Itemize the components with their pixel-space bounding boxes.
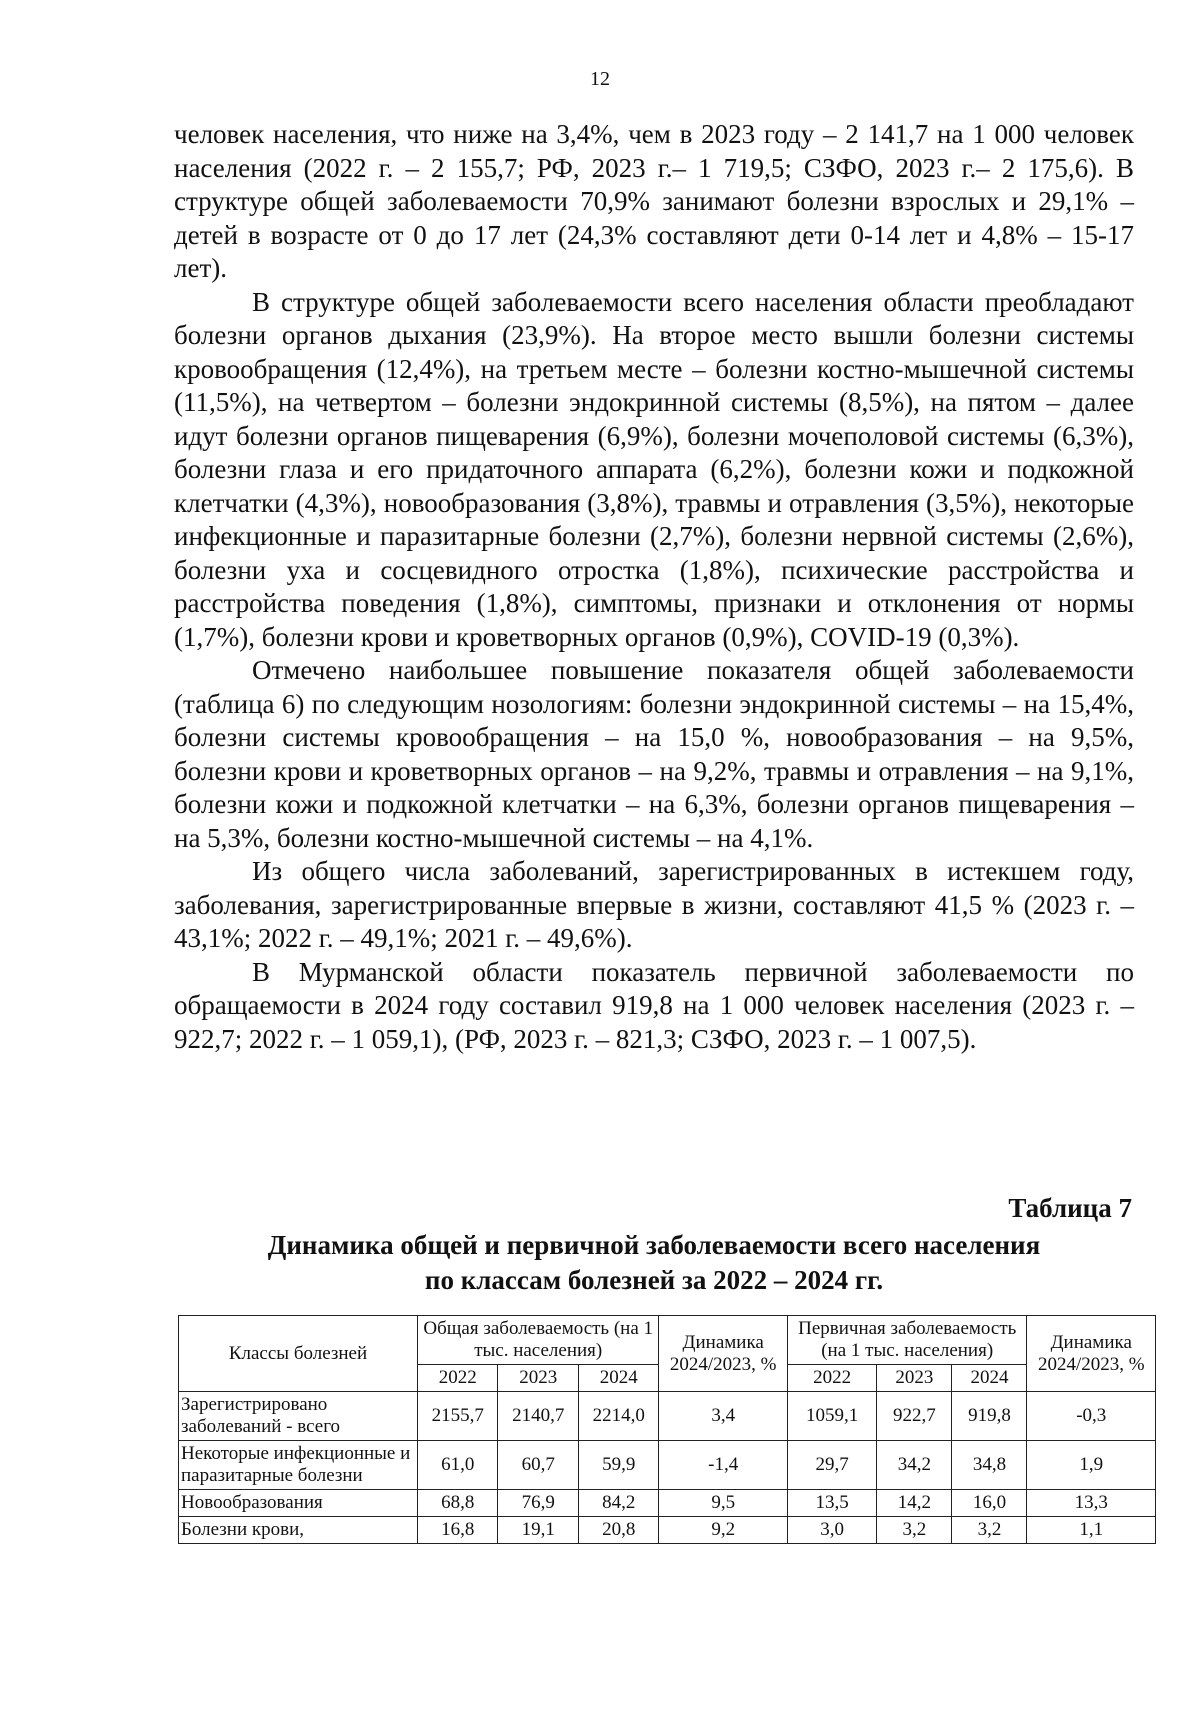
cell-value: 29,7	[787, 1441, 876, 1490]
table-title-line: по классам болезней за 2022 – 2024 гг.	[424, 1265, 884, 1295]
cell-value: 20,8	[578, 1517, 658, 1544]
cell-value: 14,2	[877, 1490, 952, 1517]
paragraph: В структуре общей заболеваемости всего населения области преобладают болезни органов дыхания (23,9%). На второе место вышли болезни системы кровообращения (12,4%), на третьем месте – болезни костно-мышечной системы (11,5%), на четвертом – болезни эндокринной системы (8,5%), на пятом – далее идут болезни органов пищеварения (6,9%), болезни мочеполовой системы (6,3%), болезни глаза и его придаточного аппарата (6,2%), болезни кожи и подкожной клетчатки (4,3%), новообразования (3,8%), травмы и отравления (3,5%), некоторые инфекционные и паразитарные болезни (2,7%), болезни нервной системы (2,6%), болезни уха и сосцевидного отростка (1,8%), психические расстройства и расстройства поведения (1,8%), симптомы, признаки и отклонения от нормы (1,7%), болезни крови и кроветворных органов (0,9%), COVID-19 (0,3%).	[174, 286, 1134, 652]
cell-value: 922,7	[877, 1392, 952, 1441]
cell-value: 61,0	[418, 1441, 498, 1490]
cell-value: 2140,7	[498, 1392, 578, 1441]
header-year: 2024	[578, 1365, 658, 1392]
cell-value: 919,8	[952, 1392, 1027, 1441]
document-body	[174, 118, 1134, 1056]
cell-value: 1,9	[1027, 1441, 1156, 1490]
paragraph: человек населения, что ниже на 3,4%, чем в 2023 году – 2 141,7 на 1 000 человек населения (2022 г. – 2 155,7; РФ, 2023 г.– 1 719,5; СЗФО, 2023 г.– 2 175,6). В структуре общей заболеваемости 70,9% занимают болезни взрослых и 29,1% – детей в возрасте от 0 до 17 лет (24,3% составляют дети 0-14 лет и 4,8% – 15-17 лет).	[174, 119, 1134, 283]
cell-value: 3,4	[659, 1392, 787, 1441]
paragraph: Отмечено наибольшее повышение показателя общей заболеваемости (таблица 6) по следующим нозологиям: болезни эндокринной системы – на 15,4%, болезни системы кровообращения – на 15,0 %, новообразования – на 9,5%, болезни крови и кроветворных органов – на 9,2%, травмы и отравления – на 9,1%, болезни кожи и подкожной клетчатки – на 6,3%, болезни органов пищеварения – на 5,3%, болезни костно-мышечной системы – на 4,1%.	[174, 655, 1134, 853]
disease-class: Зарегистрировано заболеваний - всего	[179, 1392, 418, 1441]
cell-value: 9,5	[659, 1490, 787, 1517]
disease-class: Болезни крови,	[179, 1517, 418, 1544]
header-classes: Классы болезней	[179, 1316, 418, 1392]
paragraph: Из общего числа заболеваний, зарегистрированных в истекшем году, заболевания, зарегистрированные впервые в жизни, составляют 41,5 % (2023 г. – 43,1%; 2022 г. – 49,1%; 2021 г. – 49,6%).	[174, 856, 1134, 953]
header-year: 2023	[877, 1365, 952, 1392]
cell-value: 2214,0	[578, 1392, 658, 1441]
header-year: 2022	[787, 1365, 876, 1392]
header-year: 2022	[418, 1365, 498, 1392]
cell-value: 3,2	[952, 1517, 1027, 1544]
cell-value: 1059,1	[787, 1392, 876, 1441]
paragraph: В Мурманской области показатель первичной заболеваемости по обращаемости в 2024 году составил 919,8 на 1 000 человек населения (2023 г. – 922,7; 2022 г. – 1 059,1), (РФ, 2023 г. – 821,3; СЗФО, 2023 г. – 1 007,5).	[174, 956, 1134, 1054]
cell-value: 84,2	[578, 1490, 658, 1517]
cell-value: 68,8	[418, 1490, 498, 1517]
cell-value: 16,0	[952, 1490, 1027, 1517]
cell-value: 19,1	[498, 1517, 578, 1544]
cell-value: 3,2	[877, 1517, 952, 1544]
table-row	[179, 1392, 1156, 1441]
table-title	[174, 1228, 1134, 1298]
table-row	[179, 1490, 1156, 1517]
header-year: 2024	[952, 1365, 1027, 1392]
cell-value: 1,1	[1027, 1517, 1156, 1544]
cell-value: 34,8	[952, 1441, 1027, 1490]
table-title-line: Динамика общей и первичной заболеваемости всего населения	[267, 1230, 1041, 1260]
header-general-morbidity: Общая заболеваемость (на 1 тыс. населения)	[418, 1316, 659, 1365]
disease-class: Некоторые инфекционные и паразитарные болезни	[179, 1441, 418, 1490]
cell-value: 60,7	[498, 1441, 578, 1490]
header-primary-morbidity: Первичная заболеваемость (на 1 тыс. населения)	[787, 1316, 1027, 1365]
disease-class: Новообразования	[179, 1490, 418, 1517]
table-row	[179, 1441, 1156, 1490]
cell-value: 13,5	[787, 1490, 876, 1517]
cell-value: 76,9	[498, 1490, 578, 1517]
cell-value: -0,3	[1027, 1392, 1156, 1441]
page-number: 12	[590, 68, 610, 90]
table-header-row	[179, 1316, 1156, 1365]
cell-value: 59,9	[578, 1441, 658, 1490]
header-general-dynamics: Динамика 2024/2023, %	[659, 1316, 787, 1392]
cell-value: 9,2	[659, 1517, 787, 1544]
cell-value: 13,3	[1027, 1490, 1156, 1517]
cell-value: 2155,7	[418, 1392, 498, 1441]
morbidity-table	[178, 1315, 1156, 1544]
cell-value: 34,2	[877, 1441, 952, 1490]
cell-value: -1,4	[659, 1441, 787, 1490]
header-year: 2023	[498, 1365, 578, 1392]
cell-value: 16,8	[418, 1517, 498, 1544]
table-label: Таблица 7	[1008, 1193, 1132, 1223]
header-primary-dynamics: Динамика 2024/2023, %	[1027, 1316, 1156, 1392]
cell-value: 3,0	[787, 1517, 876, 1544]
table-row	[179, 1517, 1156, 1544]
